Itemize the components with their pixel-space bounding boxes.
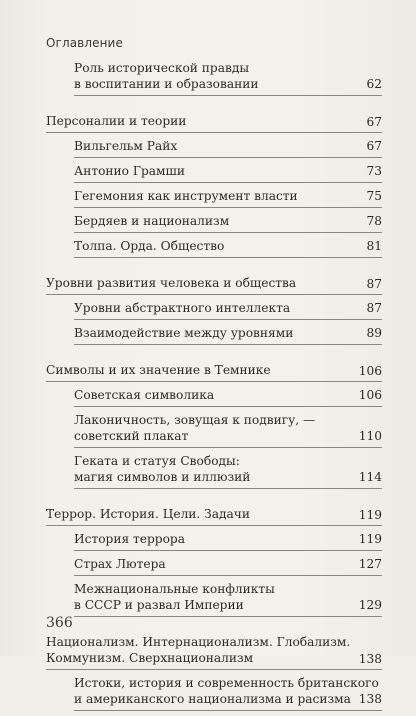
- toc-entry-page-number: 81: [366, 239, 382, 253]
- toc-section-heading: [46, 362, 382, 382]
- toc-entry-title: [74, 556, 382, 572]
- toc-section-heading-title-line: Уровни развития человека и общества: [46, 276, 297, 290]
- toc-entry-title-line: магия символов и иллюзий: [74, 470, 251, 484]
- toc-section-heading: [46, 113, 382, 133]
- toc-entry-title: [74, 453, 382, 485]
- toc-section-heading-page-number: 138: [358, 652, 382, 666]
- toc-entry-title: [74, 188, 382, 204]
- toc-entry-page-number: 127: [358, 557, 382, 571]
- toc-entry-title: [74, 163, 382, 179]
- toc-entry-page-number: 78: [366, 214, 382, 228]
- toc-section-heading: [46, 634, 382, 670]
- toc-section-heading-page-number: 67: [366, 115, 382, 129]
- toc-entry-page-number: 106: [358, 388, 382, 402]
- toc-entry-title-line: Толпа. Орда. Общество: [74, 239, 225, 253]
- toc-entry-title-line: Геката и статуя Свободы:: [74, 454, 240, 468]
- section-gap: [46, 350, 382, 362]
- toc-entry-title-line: Гегемония как инструмент власти: [74, 189, 298, 203]
- toc-entry-title: [74, 238, 382, 254]
- toc-entry-page-number: 110: [358, 429, 382, 443]
- section-gap: [46, 494, 382, 506]
- toc-section-heading-title-line: Персоналии и теории: [46, 114, 187, 128]
- toc-section-heading-title: [46, 362, 382, 378]
- toc-entry: [74, 213, 382, 233]
- toc-entry: [74, 412, 382, 448]
- page-number: 366: [46, 615, 73, 631]
- toc-entry: [74, 387, 382, 407]
- toc-entry-page-number: 129: [358, 598, 382, 612]
- toc-entry-title-line: Роль исторической правды: [74, 61, 250, 75]
- toc-entry-title: [74, 138, 382, 154]
- toc-section-heading-page-number: 87: [366, 277, 382, 291]
- toc-entry: [74, 163, 382, 183]
- toc-entry-title-line: Страх Лютера: [74, 557, 166, 571]
- toc-section-heading-title: [46, 506, 382, 522]
- toc-entry: [74, 531, 382, 551]
- toc-entry-page-number: 62: [366, 77, 382, 91]
- toc-section-heading-title: [46, 113, 382, 129]
- toc-section-heading-title: [46, 634, 382, 666]
- toc-entry-title: [74, 675, 382, 707]
- toc-section-heading: [46, 275, 382, 295]
- toc-entry-title-line: Взаимодействие между уровнями: [74, 326, 294, 340]
- section-gap: [46, 101, 382, 113]
- toc-entry: [74, 556, 382, 576]
- toc-entry-title-line: Вильгельм Райх: [74, 139, 178, 153]
- toc-entry-title-line: Советская символика: [74, 388, 215, 402]
- toc-entry-title: [74, 213, 382, 229]
- toc-entry-title-line: советский плакат: [74, 429, 189, 443]
- toc-entry-title-line: Лаконичность, зовущая к подвигу, —: [74, 413, 316, 427]
- section-gap: [46, 263, 382, 275]
- toc-entry-title-line: Антонио Грамши: [74, 164, 185, 178]
- toc-entry-title: [74, 300, 382, 316]
- toc-entry-title: [74, 60, 382, 92]
- table-of-contents: [46, 60, 382, 716]
- toc-entry-page-number: 138: [358, 692, 382, 706]
- toc-section-heading-title-line: Террор. История. Цели. Задачи: [46, 507, 250, 521]
- toc-entry: [74, 325, 382, 345]
- toc-entry-title-line: в воспитании и образовании: [74, 77, 259, 91]
- toc-entry: [74, 300, 382, 320]
- toc-entry-page-number: 114: [358, 470, 382, 484]
- toc-section-heading-title-line: Символы и их значение в Темнике: [46, 363, 271, 377]
- toc-entry-page-number: 67: [366, 139, 382, 153]
- toc-section-heading: [46, 506, 382, 526]
- toc-section-heading-page-number: 106: [358, 364, 382, 378]
- toc-entry-title-line: и американского национализма и расизма: [74, 692, 351, 706]
- toc-entry-title-line: Уровни абстрактного интеллекта: [74, 301, 291, 315]
- toc-entry-title: [74, 387, 382, 403]
- toc-entry: [74, 453, 382, 489]
- toc-entry: [74, 238, 382, 258]
- running-header: Оглавление: [46, 36, 123, 50]
- toc-entry: [74, 188, 382, 208]
- toc-entry-page-number: 89: [366, 326, 382, 340]
- toc-entry-page-number: 119: [358, 532, 382, 546]
- toc-section-heading-title-line: Коммунизм. Сверхнационализм: [46, 651, 254, 665]
- toc-entry-page-number: 73: [366, 164, 382, 178]
- toc-entry-title-line: Межнациональные конфликты: [74, 582, 275, 596]
- toc-section-heading-page-number: 119: [358, 508, 382, 522]
- toc-entry-page-number: 75: [366, 189, 382, 203]
- toc-entry-title: [74, 581, 382, 613]
- toc-entry: [74, 138, 382, 158]
- toc-entry-title-line: в СССР и развал Империи: [74, 598, 244, 612]
- toc-entry-title-line: Истоки, история и современность британского: [74, 676, 379, 690]
- toc-entry-page-number: 87: [366, 301, 382, 315]
- toc-entry-title: [74, 412, 382, 444]
- toc-section-heading-title-line: Национализм. Интернационализм. Глобализм.: [46, 635, 351, 649]
- section-gap: [46, 622, 382, 634]
- toc-entry-title: [74, 531, 382, 547]
- toc-section-heading-title: [46, 275, 382, 291]
- toc-entry-title: [74, 325, 382, 341]
- toc-entry-title-line: История террора: [74, 532, 185, 546]
- toc-entry-title-line: Бердяев и национализм: [74, 214, 230, 228]
- toc-entry: [74, 60, 382, 96]
- toc-entry: [74, 675, 382, 711]
- toc-entry: [74, 581, 382, 617]
